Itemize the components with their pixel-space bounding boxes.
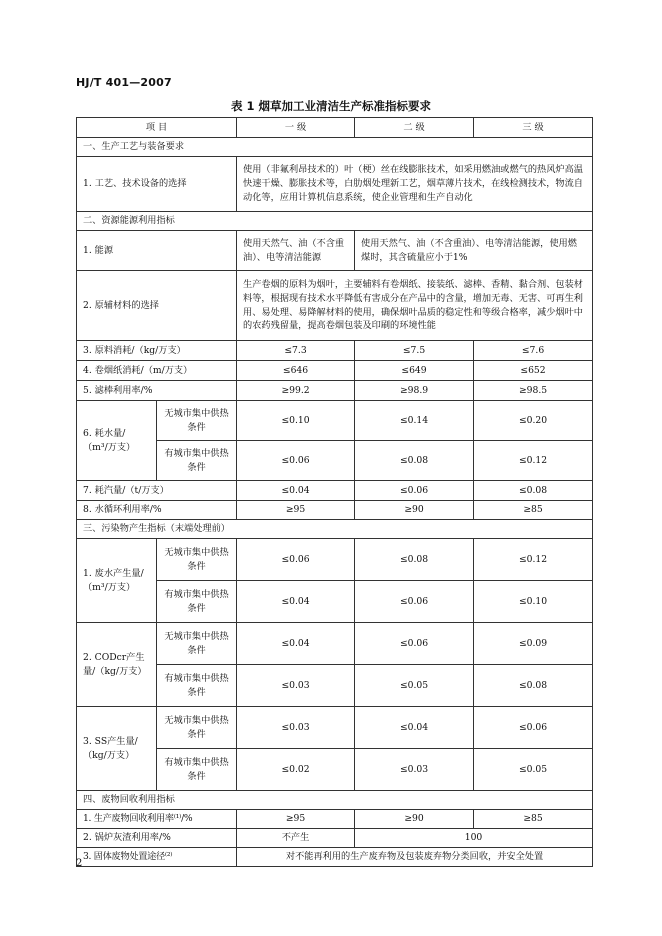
value-cell: ≤0.12: [474, 441, 593, 481]
value-cell: ≤0.14: [355, 401, 474, 441]
value-cell: 不产生: [237, 829, 355, 848]
merged-cell-text: 使用（非氟利昂技术的）叶（梗）丝在线膨胀技术，如采用燃油或燃气的热风炉高温快速干燥、膨胀技术等，白肋烟处理新工艺，烟草薄片技术，在线检测技术，物流自动化等，应用计算机信息系统，使企业管理和生产自动化: [237, 157, 593, 212]
condition-cell: 无城市集中供热条件: [157, 401, 237, 441]
table-row: [77, 271, 593, 341]
row-label: 5. 滤棒利用率/%: [77, 381, 237, 401]
col-header-level2: 二 级: [355, 118, 474, 138]
value-cell: ≤652: [474, 361, 593, 381]
section-title: 二、资源能源利用指标: [77, 212, 593, 231]
table-row: [77, 157, 593, 212]
value-cell: ≤7.3: [237, 341, 355, 361]
row-label: 3. SS产生量/（kg/万支）: [77, 707, 157, 791]
col-header-item: 项 目: [77, 118, 237, 138]
value-cell: ≤0.10: [474, 581, 593, 623]
table-row: [77, 848, 593, 867]
table-row: [77, 381, 593, 401]
condition-cell: 有城市集中供热条件: [157, 665, 237, 707]
row-label: 2. 原辅材料的选择: [77, 271, 237, 341]
merged-cell-text: 对不能再利用的生产废弃物及包装废弃物分类回收，并安全处置: [237, 848, 593, 867]
value-cell: ≤0.08: [474, 665, 593, 707]
row-label: 1. 废水产生量/（m³/万支）: [77, 539, 157, 623]
value-cell: ≤0.04: [237, 623, 355, 665]
value-cell: ≤646: [237, 361, 355, 381]
header-row: [77, 118, 593, 138]
condition-cell: 有城市集中供热条件: [157, 581, 237, 623]
table-row: [77, 623, 593, 665]
value-cell: ≤0.08: [474, 481, 593, 501]
value-cell: ≤0.06: [237, 539, 355, 581]
condition-cell: 无城市集中供热条件: [157, 623, 237, 665]
row-label: 4. 卷烟纸消耗/（m/万支）: [77, 361, 237, 381]
row-label: 8. 水循环利用率/%: [77, 501, 237, 520]
section-row: [77, 138, 593, 157]
section-title: 一、生产工艺与装备要求: [77, 138, 593, 157]
value-cell: ≤0.05: [355, 665, 474, 707]
table-row: [77, 707, 593, 749]
value-cell: ≥95: [237, 810, 355, 829]
value-cell: ≥85: [474, 810, 593, 829]
page-number: 2: [76, 858, 83, 869]
table-row: [77, 501, 593, 520]
value-cell: ≤0.08: [355, 441, 474, 481]
row-label: 1. 生产废物回收利用率⁽¹⁾/%: [77, 810, 237, 829]
row-label: 1. 工艺、技术设备的选择: [77, 157, 237, 212]
value-cell: ≤0.06: [474, 707, 593, 749]
row-label: 3. 原料消耗/（kg/万支）: [77, 341, 237, 361]
table-row: [77, 361, 593, 381]
row-label: 2. 锅炉灰渣利用率/%: [77, 829, 237, 848]
value-cell: ≤7.5: [355, 341, 474, 361]
row-label: 6. 耗水量/（m³/万支）: [77, 401, 157, 481]
value-cell: ≤0.03: [237, 707, 355, 749]
value-cell: ≤0.12: [474, 539, 593, 581]
value-cell: ≤0.03: [237, 665, 355, 707]
energy-level1-cell: 使用天然气、油（不含重油）、电等清洁能源: [237, 231, 355, 271]
value-cell: ≤0.05: [474, 749, 593, 791]
table-title: 表 1 烟草加工业清洁生产标准指标要求: [230, 99, 431, 113]
value-cell: ≤0.08: [355, 539, 474, 581]
value-cell: ≥90: [355, 501, 474, 520]
section-row: [77, 212, 593, 231]
value-cell: ≤0.06: [237, 441, 355, 481]
energy-level23-cell: 使用天然气、油（不含重油）、电等清洁能源，使用燃煤时，其含硫量应小于1%: [355, 231, 593, 271]
merged-cell-text: 生产卷烟的原料为烟叶，主要辅料有卷烟纸、接装纸、滤棒、香精、黏合剂、包装材料等，根据现有技术水平降低有害成分在产品中的含量，增加无毒、无害、可再生利用、易处理、易降解材料的使用，确保烟叶品质的稳定性和等级合格率，减少烟叶中的农药残留量，提高卷烟包装及印刷的环境性能: [237, 271, 593, 341]
table-row: [77, 481, 593, 501]
value-cell: ≤0.09: [474, 623, 593, 665]
value-cell: ≥85: [474, 501, 593, 520]
value-cell: ≤0.04: [237, 581, 355, 623]
row-label: 3. 固体废物处置途径⁽²⁾: [77, 848, 237, 867]
table-row: [77, 341, 593, 361]
value-cell: ≤0.06: [355, 581, 474, 623]
value-cell: ≥98.5: [474, 381, 593, 401]
condition-cell: 无城市集中供热条件: [157, 539, 237, 581]
value-cell: ≤0.06: [355, 623, 474, 665]
table-row: [77, 539, 593, 581]
col-header-level1: 一 级: [237, 118, 355, 138]
section-title: 四、废物回收利用指标: [77, 791, 593, 810]
row-label: 1. 能源: [77, 231, 237, 271]
value-cell: ≤0.02: [237, 749, 355, 791]
value-cell: ≤0.10: [237, 401, 355, 441]
condition-cell: 有城市集中供热条件: [157, 441, 237, 481]
value-cell: ≤7.6: [474, 341, 593, 361]
condition-cell: 无城市集中供热条件: [157, 707, 237, 749]
value-cell: ≥90: [355, 810, 474, 829]
row-label: 2. CODcr产生量/（kg/万支）: [77, 623, 157, 707]
standard-code-header: HJ/T 401—2007: [76, 76, 172, 89]
value-cell: ≤0.04: [237, 481, 355, 501]
table-row: [77, 401, 593, 441]
value-cell: ≥98.9: [355, 381, 474, 401]
table-row: [77, 829, 593, 848]
value-cell: ≤0.06: [355, 481, 474, 501]
table-row: [77, 231, 593, 271]
section-title: 三、污染物产生指标（末端处理前）: [77, 520, 593, 539]
row-label: 7. 耗汽量/（t/万支）: [77, 481, 237, 501]
value-cell: 100: [355, 829, 593, 848]
value-cell: ≤0.03: [355, 749, 474, 791]
section-row: [77, 791, 593, 810]
value-cell: ≥99.2: [237, 381, 355, 401]
value-cell: ≤0.04: [355, 707, 474, 749]
section-row: [77, 520, 593, 539]
value-cell: ≤0.20: [474, 401, 593, 441]
table-row: [77, 810, 593, 829]
col-header-level3: 三 级: [474, 118, 593, 138]
condition-cell: 有城市集中供热条件: [157, 749, 237, 791]
value-cell: ≤649: [355, 361, 474, 381]
standards-table: [76, 117, 593, 867]
value-cell: ≥95: [237, 501, 355, 520]
